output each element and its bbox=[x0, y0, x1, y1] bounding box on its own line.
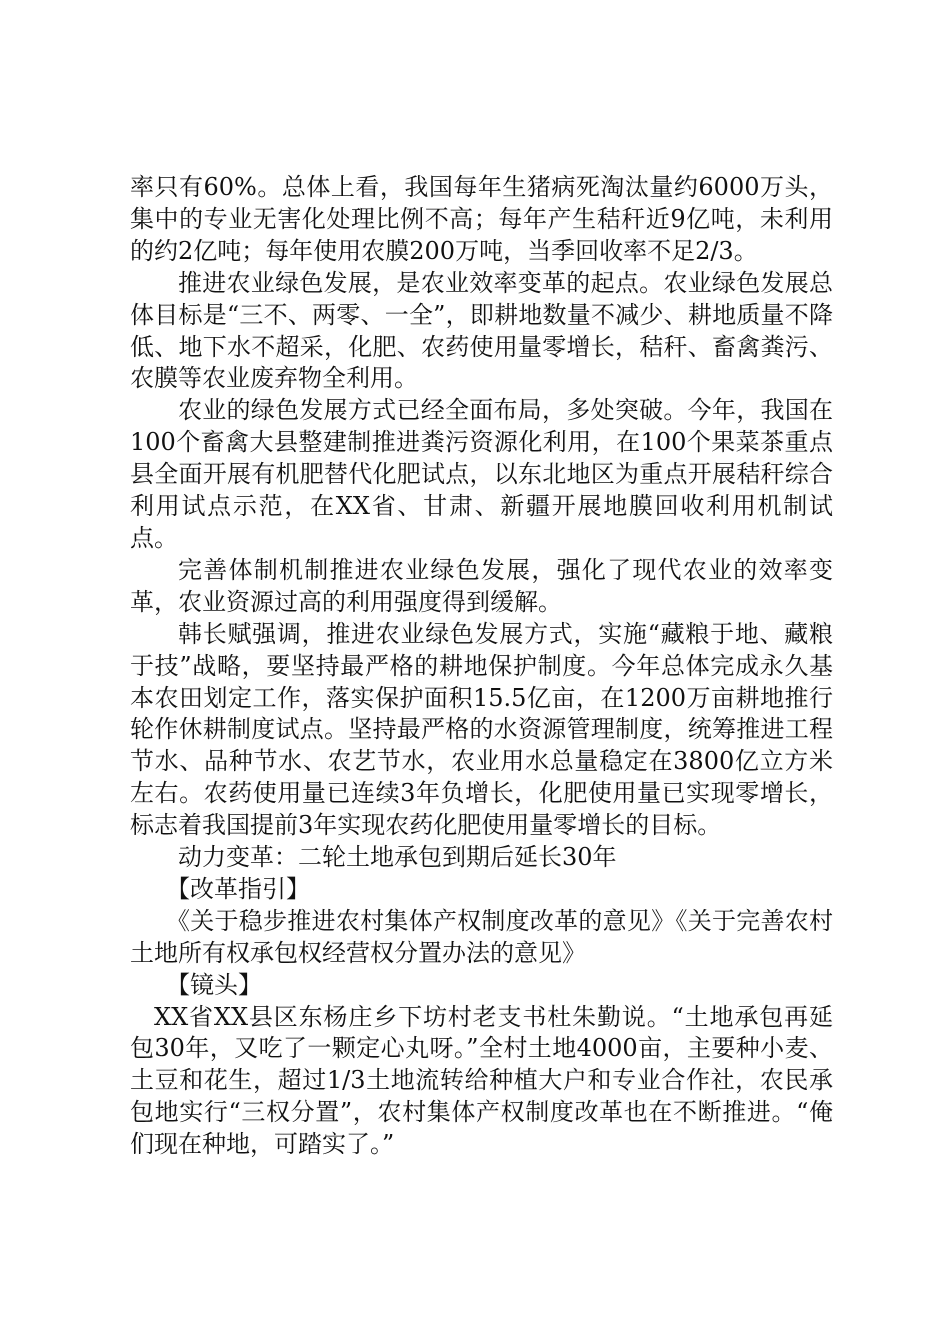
subheading-reform-guide: 【改革指引】 bbox=[166, 874, 310, 903]
paragraph-continuation: 率只有60%。总体上看，我国每年生猪病死淘汰量约6000万头，集中的专业无害化处理比例不高；每年产生秸秆近9亿吨，未利用的约2亿吨；每年使用农膜200万吨，当季回收率不足2/3。 bbox=[130, 173, 833, 265]
paragraph-institutional-mechanism: 完善体制机制推进农业绿色发展，强化了现代农业的效率变革，农业资源过高的利用强度得到缓解。 bbox=[130, 555, 833, 616]
paragraph-village-scene: XX省XX县区东杨庄乡下坊村老支书杜朱勤说。“土地承包再延包30年，又吃了一颗定心丸呀。”全村土地4000亩，主要种小麦、土豆和花生，超过1/3土地流转给种植大户和专业合作社，农民承包地实行“三权分置”，农村集体产权制度改革也在不断推进。“俺们现在种地，可踏实了。” bbox=[130, 1002, 833, 1159]
paragraph-han-changfu: 韩长赋强调，推进农业绿色发展方式，实施“藏粮于地、藏粮于技”战略，要坚持最严格的耕地保护制度。今年总体完成永久基本农田划定工作，落实保护面积15.5亿亩，在1200万亩耕地推行轮作休耕制度试点。坚持最严格的水资源管理制度，统筹推进工程节水、品种节水、农艺节水，农业用水总量稳定在3800亿立方米左右。农药使用量已连续3年负增长，化肥使用量已实现零增长，标志着我国提前3年实现农药化肥使用量零增长的目标。 bbox=[130, 619, 833, 840]
document-page bbox=[130, 172, 833, 1161]
paragraph-green-development-goal: 推进农业绿色发展，是农业效率变革的起点。农业绿色发展总体目标是“三不、两零、一全”，即耕地数量不减少、耕地质量不降低、地下水不超采，化肥、农药使用量零增长，秸秆、畜禽粪污、农膜等农业废弃物全利用。 bbox=[130, 268, 833, 393]
paragraph-policy-documents: 《关于稳步推进农村集体产权制度改革的意见》《关于完善农村土地所有权承包权经营权分置办法的意见》 bbox=[130, 906, 833, 967]
subheading-scene: 【镜头】 bbox=[166, 970, 262, 999]
section-heading-dynamic-reform: 动力变革：二轮土地承包到期后延长30年 bbox=[178, 843, 617, 872]
paragraph-green-development-layout: 农业的绿色发展方式已经全面布局，多处突破。今年，我国在100个畜禽大县整建制推进粪污资源化利用，在100个果菜茶重点县全面开展有机肥替代化肥试点，以东北地区为重点开展秸秆综合利用试点示范，在XX省、甘肃、新疆开展地膜回收利用机制试点。 bbox=[130, 396, 833, 552]
